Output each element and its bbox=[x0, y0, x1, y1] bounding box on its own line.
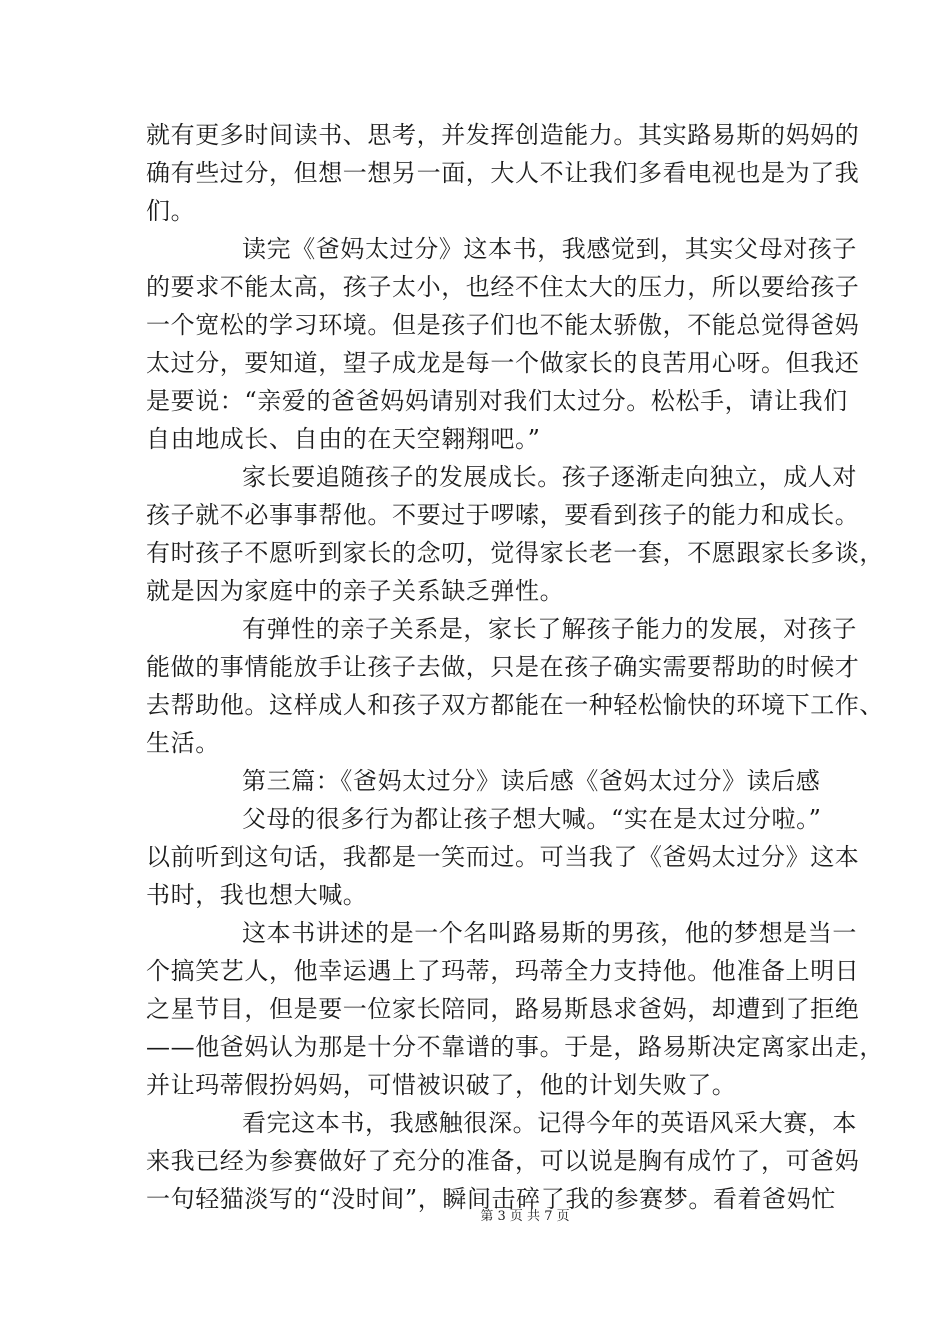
text-line: 有时孩子不愿听到家长的念叨，觉得家长老一套，不愿跟家长多谈， bbox=[146, 539, 884, 567]
text-line: 个搞笑艺人，他幸运遇上了玛蒂，玛蒂全力支持他。他准备上明日 bbox=[146, 957, 860, 985]
text-line: 一个宽松的学习环境。但是孩子们也不能太骄傲，不能总觉得爸妈 bbox=[146, 311, 860, 339]
text-line: 能做的事情能放手让孩子去做，只是在孩子确实需要帮助的时候才 bbox=[146, 653, 860, 681]
text-line: 太过分，要知道，望子成龙是每一个做家长的良苦用心呀。但我还 bbox=[146, 349, 860, 377]
paragraph-start-line: 有弹性的亲子关系是，家长了解孩子能力的发展，对孩子 bbox=[242, 615, 857, 643]
paragraph-start-line: 家长要追随孩子的发展成长。孩子逐渐走向独立，成人对 bbox=[242, 463, 857, 491]
paragraph-start-line: 父母的很多行为都让孩子想大喊。“实在是太过分啦。” bbox=[242, 805, 822, 833]
text-line: 来我已经为参赛做好了充分的准备，可以说是胸有成竹了，可爸妈 bbox=[146, 1147, 860, 1175]
text-line: 孩子就不必事事帮他。不要过于啰嗦，要看到孩子的能力和成长。 bbox=[146, 501, 860, 529]
text-line: 们。 bbox=[146, 197, 196, 225]
text-line: 一句轻猫淡写的“没时间”，瞬间击碎了我的参赛梦。看着爸妈忙 bbox=[146, 1185, 836, 1213]
text-line: 书时，我也想大喊。 bbox=[146, 881, 368, 909]
text-line: 之星节目，但是要一位家长陪同，路易斯恳求爸妈，却遭到了拒绝 bbox=[146, 995, 860, 1023]
text-line: 生活。 bbox=[146, 729, 220, 757]
text-line: 以前听到这句话，我都是一笑而过。可当我了《爸妈太过分》这本 bbox=[146, 843, 860, 871]
text-line: 的要求不能太高，孩子太小，也经不住太大的压力，所以要给孩子 bbox=[146, 273, 860, 301]
text-line: 就是因为家庭中的亲子关系缺乏弹性。 bbox=[146, 577, 565, 605]
text-line: 是要说：“亲爱的爸爸妈妈请别对我们太过分。松松手，请让我们 bbox=[146, 387, 848, 415]
text-line: 就有更多时间读书、思考，并发挥创造能力。其实路易斯的妈妈的 bbox=[146, 121, 860, 149]
section-heading: 第三篇：《爸妈太过分》读后感《爸妈太过分》读后感 bbox=[242, 767, 821, 795]
page-number-footer: 第 3 页 共 7 页 bbox=[480, 1209, 570, 1224]
paragraph-start-line: 看完这本书，我感触很深。记得今年的英语风采大赛，本 bbox=[242, 1109, 857, 1137]
text-line: 并让玛蒂假扮妈妈，可惜被识破了，他的计划失败了。 bbox=[146, 1071, 737, 1099]
paragraph-start-line: 读完《爸妈太过分》这本书，我感觉到，其实父母对孩子 bbox=[242, 235, 857, 263]
text-line: 自由地成长、自由的在天空翱翔吧。” bbox=[146, 425, 541, 453]
text-line: ——他爸妈认为那是十分不靠谱的事。于是，路易斯决定离家出走， bbox=[146, 1033, 884, 1061]
paragraph-start-line: 这本书讲述的是一个名叫路易斯的男孩，他的梦想是当一 bbox=[242, 919, 857, 947]
text-line: 去帮助他。这样成人和孩子双方都能在一种轻松愉快的环境下工作、 bbox=[146, 691, 884, 719]
text-line: 确有些过分，但想一想另一面，大人不让我们多看电视也是为了我 bbox=[146, 159, 860, 187]
